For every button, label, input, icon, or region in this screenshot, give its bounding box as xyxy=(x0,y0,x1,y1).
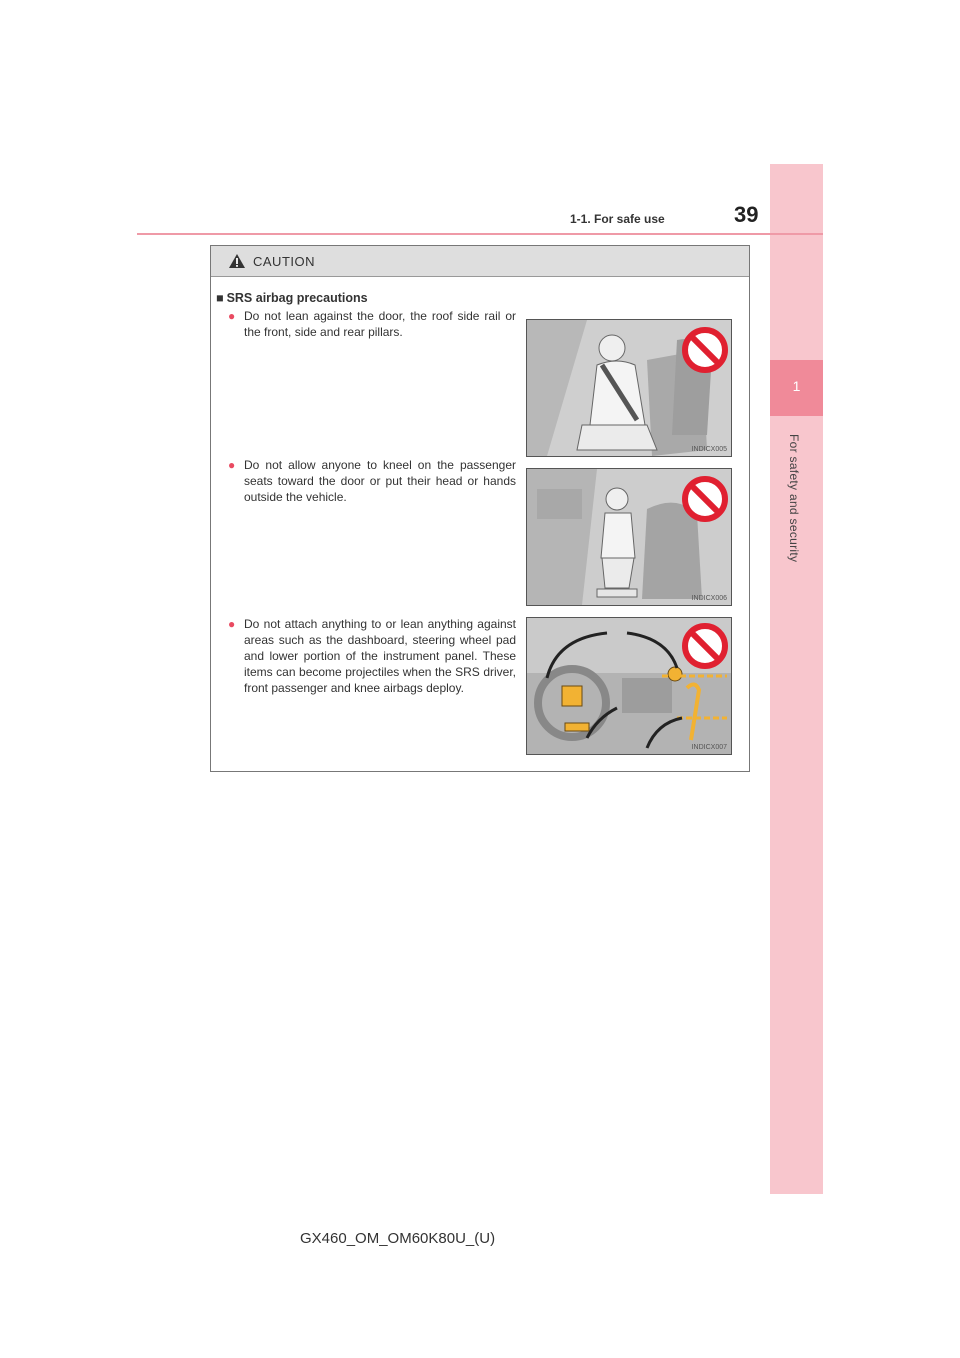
document-code: GX460_OM_OM60K80U_(U) xyxy=(300,1230,496,1247)
caution-item xyxy=(216,457,516,513)
bullet-marker: ● xyxy=(228,458,236,472)
caution-item xyxy=(216,616,516,736)
chapter-side-tab xyxy=(770,164,823,1194)
subheading-text: SRS airbag precautions xyxy=(226,291,368,305)
subheading xyxy=(216,291,368,305)
chapter-number-tab xyxy=(770,360,823,416)
bullet-marker: ● xyxy=(228,617,236,631)
chapter-number: 1 xyxy=(792,378,801,394)
prohibition-icon xyxy=(685,626,725,666)
prohibition-icon xyxy=(685,330,725,370)
caution-title: CAUTION xyxy=(253,254,315,269)
section-title: 1-1. For safe use xyxy=(570,212,665,226)
header-rule xyxy=(137,233,823,235)
illustration-dashboard-objects xyxy=(526,617,732,755)
illustration-code: INDICX005 xyxy=(691,446,727,453)
caution-box xyxy=(210,245,750,772)
illustration-code: INDICX006 xyxy=(691,595,727,602)
prohibition-icon xyxy=(685,479,725,519)
illustration-code: INDICX007 xyxy=(691,744,727,751)
caution-item xyxy=(216,308,516,348)
warning-triangle-icon xyxy=(228,253,246,274)
illustration-leaning-on-door xyxy=(526,319,732,457)
illustration-kneeling-on-seat xyxy=(526,468,732,606)
caution-item-text: Do not attach anything to or lean anything against areas such as the dashboard, steering wheel pad and lower portion of the instrument panel. These items can become projectiles when the SRS driver, front passenger and knee airbags deploy. xyxy=(244,617,516,695)
caution-item-text: Do not lean against the door, the roof side rail or the front, side and rear pillars. xyxy=(244,309,516,339)
chapter-label: For safety and security xyxy=(787,434,801,563)
page-number: 39 xyxy=(734,202,759,227)
bullet-marker: ● xyxy=(228,309,236,323)
subheading-marker: ■ xyxy=(216,291,224,305)
caution-header xyxy=(211,246,749,277)
caution-item-text: Do not allow anyone to kneel on the passenger seats toward the door or put their head or hands outside the vehicle. xyxy=(244,458,516,504)
